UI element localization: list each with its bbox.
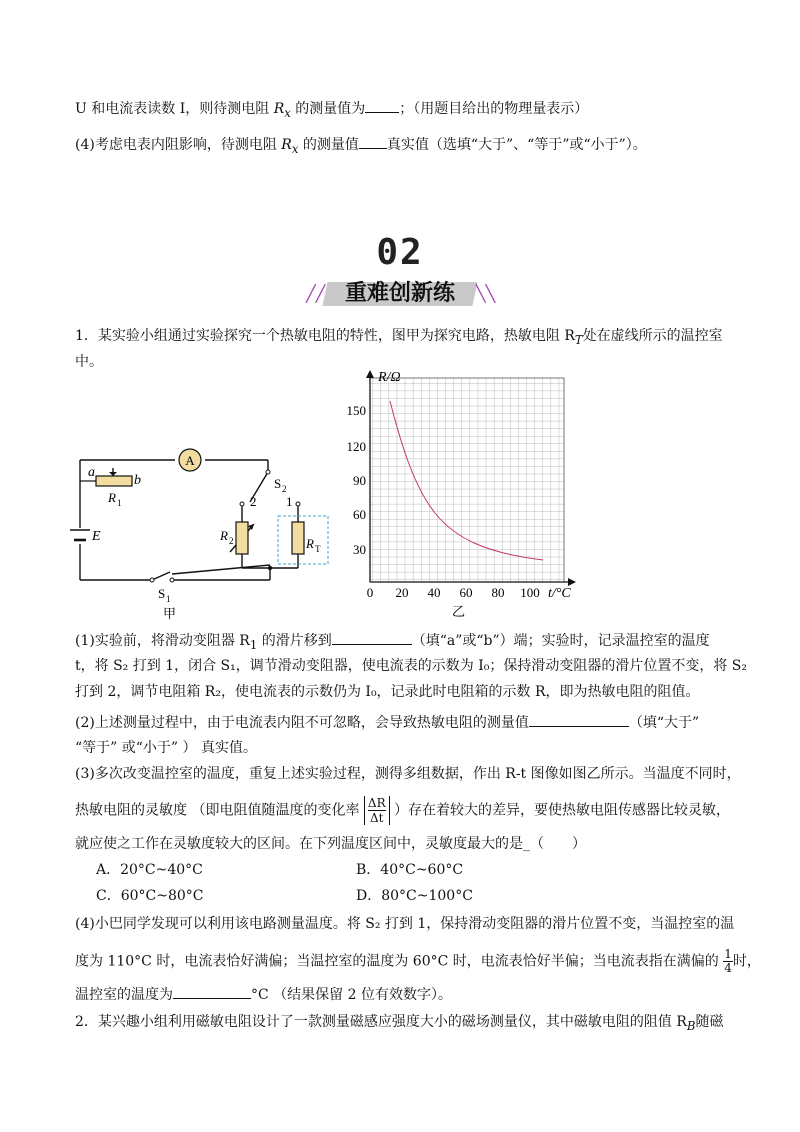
svg-text:2: 2 [282,484,287,494]
ammeter-label: A [185,453,195,468]
label-pos-1: 1 [286,494,293,509]
circuit-caption: 甲 [163,606,177,620]
x-tick: 100 [520,585,540,600]
svg-text:1: 1 [117,498,122,508]
thermistor-rt [292,522,304,554]
label-s2: S [274,476,282,491]
x-tick: 80 [491,585,505,600]
q1-part1-line3: 打到 2，调节电阻箱 R₂，使电流表的示数仍为 I₀，记录此时电阻箱的示数 R，即为热敏电阻的阻值。 [75,684,700,700]
answer-blank[interactable] [332,630,412,645]
x-tick: 60 [459,585,473,600]
q1-part4-line1: (4)小巴同学发现可以利用该电路测量温度。将 S₂ 打到 1，保持滑动变阻器的滑片位置不变，当温控室的温 [75,916,735,932]
r-t-graph [340,368,600,620]
label-r2: R [220,528,228,543]
graph-grid [370,378,564,582]
q1-part4-line2: 度为 110°C 时，电流表恰好满偏；当温控室的温度为 60°C 时，电流表恰好半偏；当电流表指在满偏的 $\frac{1}{4}$ 时， [75,947,761,975]
q2-line1: 2．某兴趣小组利用磁敏电阻设计了一款测量磁感应强度大小的磁场测量仪，其中磁敏电阻的阻值 $R_B$随磁 [75,1014,724,1033]
section-title: 重难创新练 [344,281,455,306]
label-a: a [88,465,95,480]
q1-part4-line3: 温控室的温度为 °C （结果保留 2 位有效数字）。 [75,984,452,1005]
svg-text:T: T [315,544,321,554]
option-b[interactable]: B．40°C~60°C [356,862,464,878]
top-line-2: (4)考虑电表内阻影响，待测电阻 $R_x$ 的测量值 真实值（选填“大于”、“等于”或“小于”）。 [75,134,647,159]
label-b: b [134,473,141,488]
section-deco-right: ╲╲ [476,284,496,303]
q1-part2-line2: “等于” 或“小于” ） 真实值。 [75,740,257,756]
q1-intro-1: 1．某实验小组通过实验探究一个热敏电阻的特性，图甲为探究电路，热敏电阻 $R_T$处在虚线所示的温控室 [75,328,723,347]
label-rt: R [306,536,314,551]
svg-text:2: 2 [229,536,234,546]
x-tick: 40 [427,585,441,600]
q1-part1-line2: t，将 S₂ 打到 1，闭合 S₁，调节滑动变阻器，使电流表的示数为 I₀；保持滑动变阻器的滑片位置不变，将 S₂ [75,658,747,674]
answer-blank[interactable] [173,984,251,999]
label-s1: S [158,586,166,601]
q1-part3-line1: (3)多次改变温控室的温度，重复上述实验过程，测得多组数据，作出 R-t 图像如图乙所示。当温度不同时， [75,766,741,782]
label-e: E [92,529,101,544]
y-tick: 30 [353,542,366,557]
svg-text:1: 1 [166,594,171,604]
q1-intro-2: 中。 [75,354,103,370]
resistance-box-r2 [236,522,248,554]
x-tick: 0 [366,585,374,600]
q1-part3-line3: 就应使之工作在灵敏度较大的区间。在下列温度区间中，灵敏度最大的是_（ ） [75,836,586,852]
section-header [300,232,500,312]
x-tick: 20 [395,585,409,600]
q1-part2-line1: (2)上述测量过程中，由于电流表内阻不可忽略，会导致热敏电阻的测量值 （填“大于” [75,712,699,733]
section-number: 02 [376,232,424,273]
answer-blank[interactable] [359,134,387,149]
graph-x-label: t/°C [548,586,571,601]
top-line-1: U 和电流表读数 I，则待测电阻 $R_x$ 的测量值为 ；（用题目给出的物理量表示） [75,98,588,123]
q1-part1-line1: (1)实验前，将滑动变阻器 $R_1$ 的滑片移到 （填“a”或“b”）端；实验时，记录温控室的温度 [75,630,710,655]
abs-fraction: $\frac{\Delta R}{\Delta t}$ [364,796,390,825]
label-r1: R [108,490,116,505]
quarter-fraction: $\frac{1}{4}$ [724,947,732,975]
graph-caption: 乙 [452,604,466,619]
y-tick: 120 [346,439,366,454]
label-pos-2: 2 [250,494,257,509]
option-d[interactable]: D．80°C~100°C [356,888,473,904]
q1-part3-line2: 热敏电阻的灵敏度 （即电阻值随温度的变化率 $\frac{\Delta R}{\Delta t}$ ）存在着较大的差异，要使热敏电阻传感器比较灵敏， [75,796,731,825]
section-deco-left: ╱╱ [306,284,326,303]
answer-blank[interactable] [365,98,399,113]
option-c[interactable]: C．60°C~80°C [96,888,204,904]
y-tick: 150 [346,403,366,418]
answer-blank[interactable] [529,712,629,727]
y-tick: 60 [353,507,366,522]
circuit-diagram [70,440,350,620]
option-a[interactable]: A．20°C~40°C [96,862,203,878]
graph-y-label: R/Ω [378,370,401,385]
rheostat-r1 [96,476,132,486]
y-tick: 90 [353,473,366,488]
